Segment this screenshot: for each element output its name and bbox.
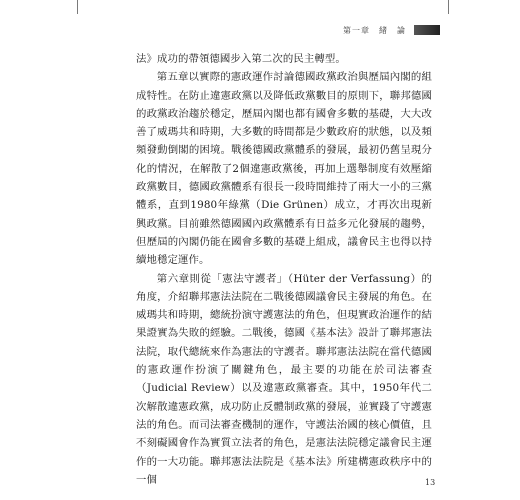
header-decorative-bar: [414, 25, 440, 35]
crop-mark-right: [448, 0, 449, 14]
crop-mark-left: [77, 0, 78, 14]
body-text: [136, 50, 432, 489]
paragraph-3: 第六章則從「憲法守護者」（Hüter der Verfassung）的角度，介紹聯邦憲法法院在二戰後德國議會民主發展的角色。在威瑪共和時期，總統扮演守護憲法的角色，但現實政治運作的結果證實為失敗的經驗。二戰後，德國《基本法》設計了聯邦憲法法院，取代總統來作為憲法的守護者。聯邦憲法法院在當代德國的憲政運作扮演了關鍵角色，最主要的功能在於司法審查（Judicial Review）以及違憲政黨審查。其中，1950年代二次解散違憲政黨，成功防止反體制政黨的發展，並實踐了守護憲法的角色。而司法審查機制的運作，守護法治國的核心價值，且不刻礙國會作為實質立法者的角色，是憲法法院穩定議會民主運作的一大功能。聯邦憲法法院是《基本法》所建構憲政秩序中的一個: [136, 272, 432, 486]
paragraph-2: 第五章以實際的憲政運作討論德國政黨政治與歷屆內閣的組成特性。在防止違憲政黨以及降低政黨數目的原則下，聯邦德國的政黨政治趨於穩定，歷屆內閣也都有國會多數的基礎，大大改善了威瑪共和時期，大多數的時間都是少數政府的狀態，以及頻頻發動倒閣的困境。戰後德國政黨體系的發展，最初仍舊呈現分化的情況，在解散了2個違憲政黨後，再加上選舉制度有效壓縮政黨數目，德國政黨體系有很長一段時間維持了兩大一小的三黨體系，直到1980年綠黨（Die Grünen）成立，才再次出現新興政黨。目前雖然德國國內政黨體系有日益多元化發展的趨勢，但歷屆的內閣仍能在國會多數的基礎上組成，議會民主也得以持續地穩定運作。: [136, 71, 432, 267]
running-header: [343, 20, 440, 40]
chapter-title: 第一章 緒 論: [343, 25, 406, 35]
page-number: 13: [425, 478, 436, 487]
paragraph-1: 法》成功的帶領德國步入第二次的民主轉型。: [136, 53, 346, 65]
